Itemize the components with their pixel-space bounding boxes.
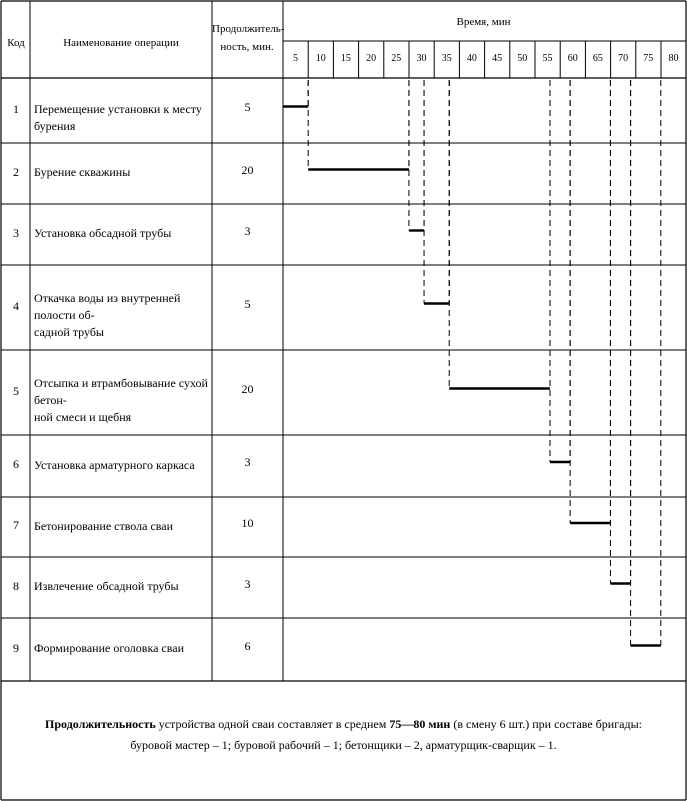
time-tick-label: 20 xyxy=(366,53,377,64)
row-code: 1 xyxy=(13,101,19,116)
operation-duration: 10 xyxy=(241,516,254,530)
operation-name-line: Бетонирование ствола сваи xyxy=(34,518,174,533)
operation-duration: 3 xyxy=(244,223,251,238)
operation-name-line: Бурение скважины xyxy=(34,165,131,179)
note-bold-range: 75—80 мин xyxy=(389,717,451,731)
time-tick-label: 15 xyxy=(340,53,351,64)
operation-name-line: Перемещение установки к месту бурения xyxy=(34,102,202,133)
note-line-2: буровой мастер – 1; буровой рабочий – 1; бетонщики – 2, арматурщик-сварщик – 1. xyxy=(130,738,557,752)
row-code: 4 xyxy=(13,298,19,313)
operation-name-line: Извлечение обсадной трубы xyxy=(34,579,179,593)
time-tick-label: 75 xyxy=(643,53,654,64)
time-tick-label: 25 xyxy=(391,53,402,64)
note-line-1 xyxy=(10,714,677,735)
operation-name-line: Установка арматурного каркаса xyxy=(34,457,195,472)
time-tick-label: 10 xyxy=(315,53,326,64)
operation-duration: 20 xyxy=(241,381,254,396)
operation-name-line: Формирование оголовка сваи xyxy=(34,641,184,655)
operation-name xyxy=(34,225,214,242)
header-operation: Наименование операции xyxy=(63,37,179,49)
operation-name xyxy=(34,101,214,135)
time-tick-label: 70 xyxy=(618,53,629,64)
operation-name xyxy=(34,457,214,474)
operation-name xyxy=(34,164,214,181)
note-text-2: (в смену 6 шт.) при составе бригады: xyxy=(450,717,642,731)
operation-name xyxy=(34,578,214,595)
operation-duration: 20 xyxy=(241,162,254,177)
row-code: 5 xyxy=(13,383,19,398)
operation-name-line: ной смеси и щебня xyxy=(34,409,132,424)
time-tick-label: 65 xyxy=(592,53,603,64)
note-bold-duration: Продолжительность xyxy=(45,717,156,731)
time-tick-label: 35 xyxy=(441,53,452,64)
time-tick-label: 60 xyxy=(567,53,578,64)
header-time: Время, мин xyxy=(456,16,511,28)
operation-duration: 5 xyxy=(244,99,251,114)
row-code: 7 xyxy=(13,518,19,532)
operation-name-line: Установка обсадной трубы xyxy=(34,226,172,240)
operation-name xyxy=(34,640,214,657)
operation-name-line: Отсыпка и втрамбовывание сухой бетон- xyxy=(34,375,208,407)
operation-duration: 5 xyxy=(244,296,251,311)
row-code: 3 xyxy=(13,225,19,240)
operation-duration: 3 xyxy=(244,455,251,469)
header-code: Код xyxy=(7,37,25,49)
operation-name xyxy=(34,375,214,426)
time-tick-label: 50 xyxy=(517,53,528,64)
row-code: 6 xyxy=(13,457,19,471)
duration-note xyxy=(10,714,677,756)
row-code: 9 xyxy=(13,640,19,655)
row-code: 2 xyxy=(13,164,19,179)
operation-name-line: садной трубы xyxy=(34,324,104,339)
time-tick-label: 80 xyxy=(668,53,679,64)
operation-name xyxy=(34,290,214,341)
operation-name-line: Откачка воды из внутренней полости об- xyxy=(34,290,181,322)
header-duration-line1: Продолжитель- xyxy=(212,23,285,35)
time-tick-label: 5 xyxy=(293,53,298,64)
operation-name xyxy=(34,518,214,535)
note-text-1: устройства одной сваи составляет в среднем xyxy=(155,717,390,731)
header-duration-line2: ность, мин. xyxy=(220,41,274,53)
row-code: 8 xyxy=(13,578,19,593)
time-tick-label: 45 xyxy=(492,53,503,64)
time-tick-label: 55 xyxy=(542,53,553,64)
operation-duration: 3 xyxy=(244,576,251,591)
time-tick-label: 40 xyxy=(466,53,477,64)
time-tick-label: 30 xyxy=(416,53,427,64)
operation-duration: 6 xyxy=(244,638,251,653)
